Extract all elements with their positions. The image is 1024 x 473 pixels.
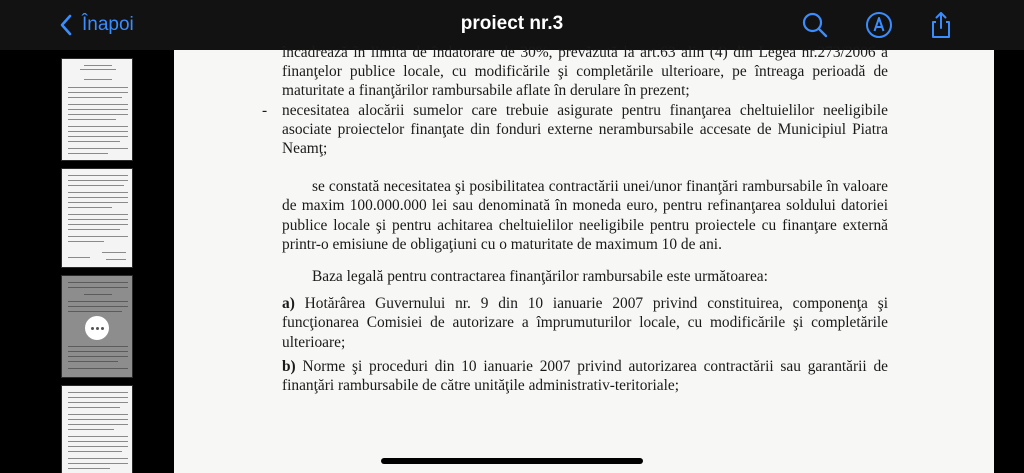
list-item-b (282, 357, 888, 395)
markup-icon[interactable] (864, 10, 894, 40)
page-thumbnail-3-current[interactable] (61, 275, 133, 378)
page-thumbnail-sidebar[interactable] (0, 50, 174, 473)
search-icon[interactable] (800, 10, 830, 40)
page-thumbnail-2[interactable] (61, 168, 133, 268)
bullet-dash: - (262, 101, 268, 119)
list-item-b-label: b) (282, 357, 296, 375)
paragraph-baza-legala: Baza legală pentru contractarea finanţărilor rambursabile este următoarea: (312, 268, 768, 286)
page-thumbnail-1[interactable] (61, 58, 133, 161)
page-margin-edge (994, 50, 1024, 473)
share-icon[interactable] (926, 10, 956, 40)
paragraph-limita-indatorare: încadrează în limita de îndatorare de 30%, prevăzută la art.63 alin (4) din Legea nr.273/2006 a finanţelor publice locale, cu modificările şi completările ulterioare, pe întreaga perioadă de maturitate a finanţărilor rambursabile aflate în derulare în prezent; (282, 44, 888, 100)
list-item-b-text: Norme şi proceduri din 10 ianuarie 2007 privind autorizarea contractării sau garantării de finanţări rambursabile de către unităţile administrativ-teritoriale; (282, 357, 888, 395)
ellipsis-icon (91, 327, 94, 330)
document-text (262, 44, 888, 395)
document-page-view[interactable] (174, 44, 994, 473)
page-thumbnail-4[interactable] (61, 385, 133, 473)
list-item-a-text: Hotărârea Guvernului nr. 9 din 10 ianuarie 2007 privind constituirea, componenţa şi funcţionarea Comisiei de autorizare a împrumuturilor locale, cu modificările şi completările ulterioare; (282, 295, 888, 351)
document-title: proiect nr.3 (460, 13, 564, 34)
home-indicator[interactable] (381, 458, 643, 464)
back-label: Înapoi (82, 14, 134, 35)
list-item-a (282, 294, 888, 352)
bullet-text: necesitatea alocării sumelor care trebuie asigurate pentru finanţarea cheltuielilor neeligibile asociate proiectelor finanţate din fonduri externe nerambursabile accesate de Municipiul Piatra Neamţ; (282, 101, 888, 158)
paragraph-necesitate-contractare: se constată necesitatea şi posibilitatea contractării unei/unor finanţări rambursabile în valoare de maxim 100.000.000 lei sau denominată în moneda euro, pentru refinanţarea soldului datoriei publice locale şi pentru achitarea cheltuielilor neeligibile pentru proiectele cu finanţare externă printr-o emisiune de obligaţiuni cu o maturitate de maximum 10 de ani. (282, 178, 888, 253)
more-options-button[interactable] (85, 316, 109, 340)
list-item-a-label: a) (282, 295, 295, 313)
bullet-cheltuieli-neeligibile (262, 101, 888, 159)
